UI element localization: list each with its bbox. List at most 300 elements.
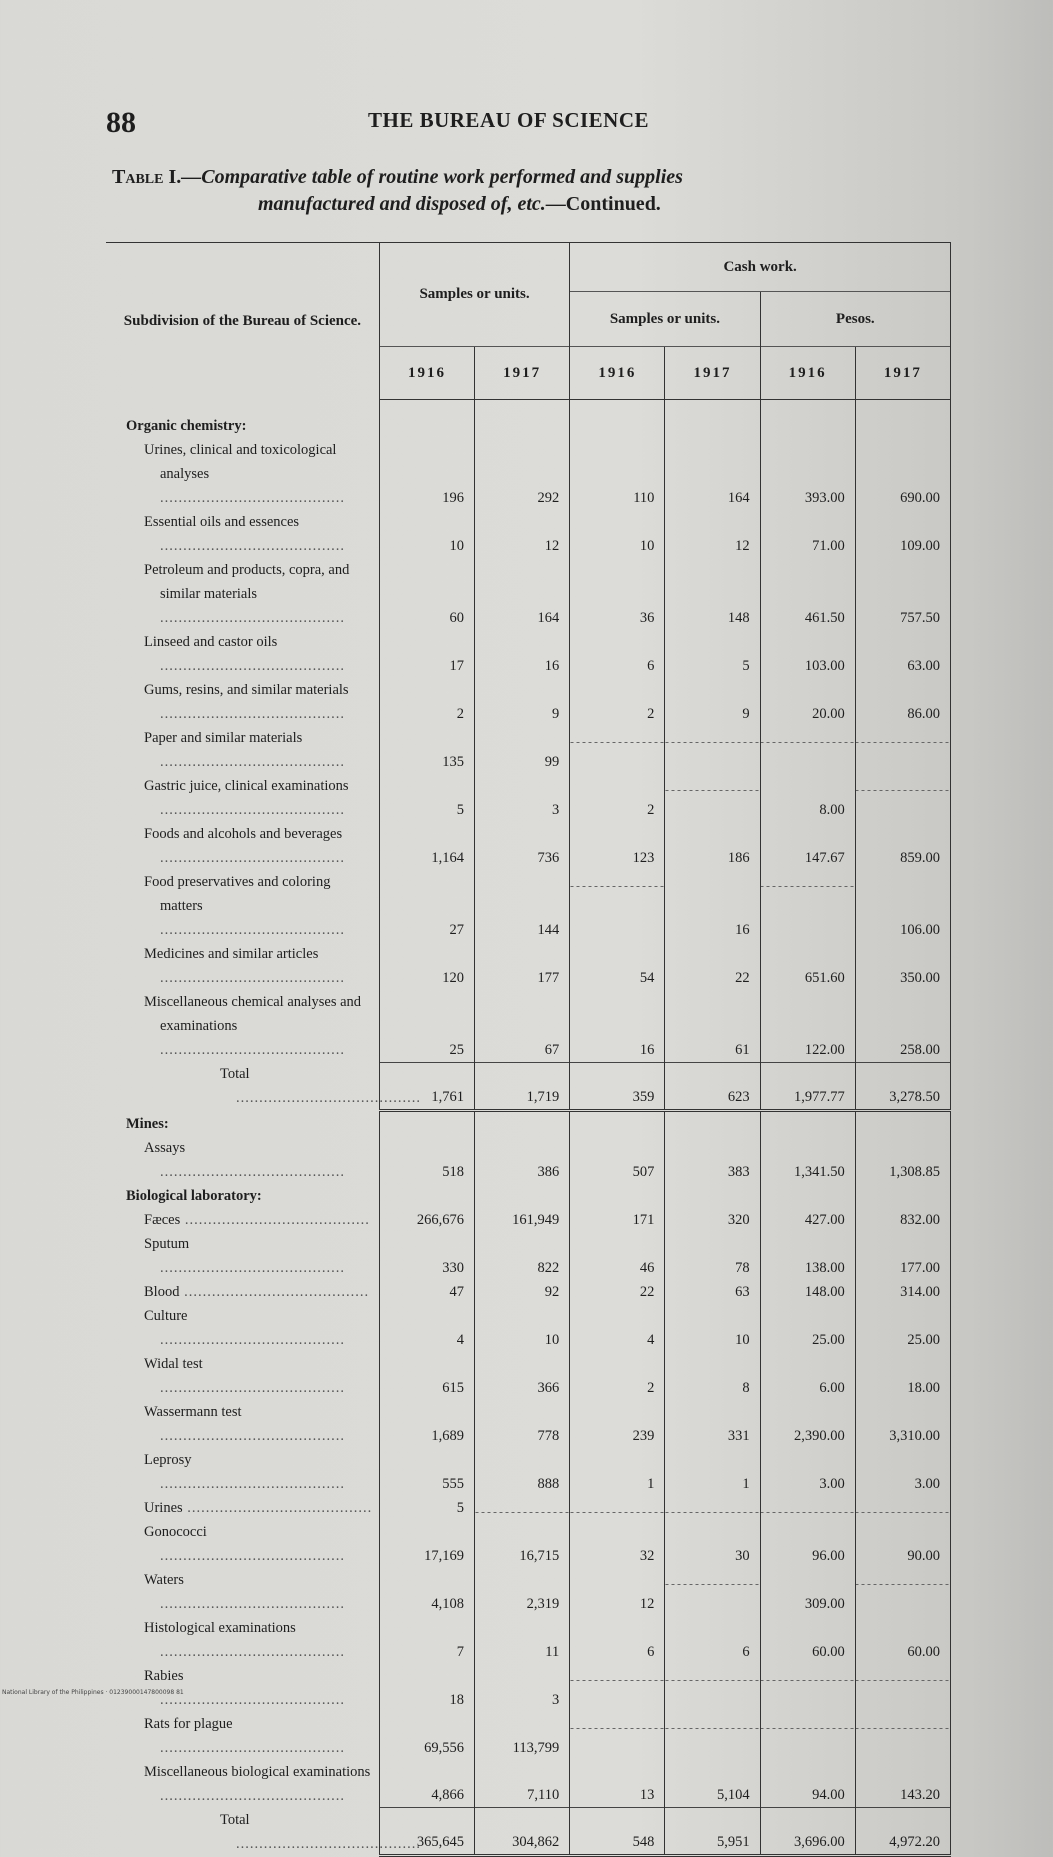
cell-value <box>760 414 855 438</box>
cell-value: 27 <box>379 870 474 942</box>
cell-value: 1,761 <box>379 1062 474 1110</box>
row-label <box>106 1664 379 1712</box>
table-row <box>106 1616 951 1664</box>
cell-value: 615 <box>379 1352 474 1400</box>
cell-value <box>570 870 665 942</box>
cell-value <box>855 1712 950 1760</box>
cell-value: 3 <box>475 1664 570 1712</box>
cell-value: 4,972.20 <box>855 1808 950 1856</box>
table-row <box>106 510 951 558</box>
row-label <box>106 1712 379 1760</box>
cell-value: 99 <box>475 726 570 774</box>
cell-value <box>665 414 760 438</box>
section-heading-row <box>106 1110 951 1136</box>
row-label-text: Petroleum and products, copra, and similar materials ..... <box>126 558 373 630</box>
cell-value: 2 <box>379 678 474 726</box>
cell-value: 1 <box>570 1448 665 1496</box>
cell-value: 86.00 <box>855 678 950 726</box>
cell-value: 9 <box>665 678 760 726</box>
cell-value <box>760 870 855 942</box>
cell-value: 25.00 <box>760 1304 855 1352</box>
cell-value <box>855 414 950 438</box>
cell-value: 4,108 <box>379 1568 474 1616</box>
cell-value: 7 <box>379 1616 474 1664</box>
row-label-text: Culture ..... <box>126 1304 373 1352</box>
cell-value: 67 <box>475 990 570 1062</box>
cell-value <box>760 400 855 415</box>
row-label <box>106 870 379 942</box>
row-label <box>106 1304 379 1352</box>
cell-value: 30 <box>665 1520 760 1568</box>
table-row <box>106 1760 951 1808</box>
cell-value: 54 <box>570 942 665 990</box>
cell-value <box>855 1664 950 1712</box>
cell-value: 63.00 <box>855 630 950 678</box>
header-year: 1917 <box>475 347 570 400</box>
table-row <box>106 1352 951 1400</box>
row-label <box>106 1448 379 1496</box>
cell-value <box>855 1110 950 1136</box>
footer-note: National Library of the Philippines · 01239000147800098 81 <box>2 1689 184 1696</box>
row-label-text: Linseed and castor oils ..... <box>126 630 373 678</box>
table-row <box>106 870 951 942</box>
row-label <box>106 400 379 415</box>
cell-value: 3,696.00 <box>760 1808 855 1856</box>
cell-value: 10 <box>665 1304 760 1352</box>
cell-value: 148.00 <box>760 1280 855 1304</box>
cell-value <box>379 1184 474 1208</box>
cell-value: 314.00 <box>855 1280 950 1304</box>
cell-value: 304,862 <box>475 1808 570 1856</box>
cell-value <box>665 400 760 415</box>
table-row <box>106 990 951 1062</box>
row-label-text: Total ..... <box>202 1062 373 1110</box>
cell-value: 177.00 <box>855 1232 950 1280</box>
cell-value: 113,799 <box>475 1712 570 1760</box>
caption-title-line1: —Comparative table of routine work performed and supplies <box>181 166 683 188</box>
cell-value: 736 <box>475 822 570 870</box>
cell-value: 147.67 <box>760 822 855 870</box>
cell-value: 148 <box>665 558 760 630</box>
cell-value: 1,164 <box>379 822 474 870</box>
page-number: 88 <box>106 106 136 139</box>
cell-value <box>665 1664 760 1712</box>
cell-value: 5,104 <box>665 1760 760 1808</box>
cell-value: 5,951 <box>665 1808 760 1856</box>
cell-value: 239 <box>570 1400 665 1448</box>
table-row <box>106 1280 951 1304</box>
cell-value <box>475 400 570 415</box>
cell-value: 12 <box>665 510 760 558</box>
row-label-text: Assays ..... <box>126 1136 373 1184</box>
cell-value: 266,676 <box>379 1208 474 1232</box>
cell-value: 12 <box>570 1568 665 1616</box>
row-label <box>106 1808 379 1856</box>
row-label <box>106 1136 379 1184</box>
cell-value: 778 <box>475 1400 570 1448</box>
row-label <box>106 1232 379 1280</box>
cell-value: 144 <box>475 870 570 942</box>
cell-value: 36 <box>570 558 665 630</box>
cell-value: 1,689 <box>379 1400 474 1448</box>
table-row <box>106 1136 951 1184</box>
section-heading-row <box>106 414 951 438</box>
row-label-text: Paper and similar materials ..... <box>126 726 373 774</box>
row-label-text: Medicines and similar articles ..... <box>126 942 373 990</box>
cell-value: 757.50 <box>855 558 950 630</box>
table-row <box>106 678 951 726</box>
cell-value <box>379 1110 474 1136</box>
cell-value <box>855 400 950 415</box>
cell-value <box>570 400 665 415</box>
table-row <box>106 1232 951 1280</box>
table-row <box>106 630 951 678</box>
cell-value: 1,341.50 <box>760 1136 855 1184</box>
cell-value: 292 <box>475 438 570 510</box>
cell-value <box>665 774 760 822</box>
cell-value: 1,308.85 <box>855 1136 950 1184</box>
row-label <box>106 1520 379 1568</box>
header-year: 1916 <box>379 347 474 400</box>
cell-value: 110 <box>570 438 665 510</box>
cell-value: 2,390.00 <box>760 1400 855 1448</box>
cell-value: 3,278.50 <box>855 1062 950 1110</box>
row-label <box>106 1760 379 1808</box>
cell-value: 164 <box>665 438 760 510</box>
table-row <box>106 1448 951 1496</box>
cell-value: 171 <box>570 1208 665 1232</box>
row-label <box>106 510 379 558</box>
cell-value: 518 <box>379 1136 474 1184</box>
header-year: 1916 <box>570 347 665 400</box>
cell-value: 386 <box>475 1136 570 1184</box>
cell-value <box>760 1664 855 1712</box>
cell-value: 3 <box>475 774 570 822</box>
row-label <box>106 1400 379 1448</box>
row-label-text: Gastric juice, clinical examinations ..... <box>126 774 373 822</box>
cell-value: 25 <box>379 990 474 1062</box>
header-year: 1917 <box>665 347 760 400</box>
row-label <box>106 942 379 990</box>
row-label-text: Blood ..... <box>126 1280 373 1304</box>
cell-value: 47 <box>379 1280 474 1304</box>
cell-value: 2,319 <box>475 1568 570 1616</box>
row-label <box>106 726 379 774</box>
table-row <box>106 1208 951 1232</box>
row-label-text: Food preservatives and coloring matters ..... <box>126 870 373 942</box>
cell-value <box>665 1568 760 1616</box>
cell-value: 309.00 <box>760 1568 855 1616</box>
cell-value: 331 <box>665 1400 760 1448</box>
cell-value: 69,556 <box>379 1712 474 1760</box>
caption-continued: —Continued. <box>545 193 661 215</box>
cell-value <box>475 1110 570 1136</box>
cell-value <box>570 1664 665 1712</box>
cell-value <box>379 414 474 438</box>
cell-value <box>760 1184 855 1208</box>
cell-value: 5 <box>665 630 760 678</box>
row-label <box>106 438 379 510</box>
cell-value: 106.00 <box>855 870 950 942</box>
cell-value: 6 <box>570 1616 665 1664</box>
row-label-text: Mines: <box>126 1115 169 1132</box>
table-row <box>106 774 951 822</box>
cell-value: 651.60 <box>760 942 855 990</box>
row-label-text: Waters ..... <box>126 1568 373 1616</box>
cell-value: 177 <box>475 942 570 990</box>
row-label <box>106 1352 379 1400</box>
table-row <box>106 1304 951 1352</box>
cell-value <box>855 1184 950 1208</box>
cell-value: 822 <box>475 1232 570 1280</box>
section-title <box>106 414 379 438</box>
cell-value <box>475 1496 570 1520</box>
cell-value <box>570 1184 665 1208</box>
cell-value: 96.00 <box>760 1520 855 1568</box>
row-label-text: Miscellaneous chemical analyses and examinations ..... <box>126 990 373 1062</box>
total-row <box>106 1808 951 1856</box>
cell-value <box>475 1184 570 1208</box>
cell-value: 9 <box>475 678 570 726</box>
row-label-text: Fæces ..... <box>126 1208 373 1232</box>
cell-value: 17 <box>379 630 474 678</box>
row-label-text: Gums, resins, and similar materials ..... <box>126 678 373 726</box>
cell-value: 90.00 <box>855 1520 950 1568</box>
cell-value <box>760 1496 855 1520</box>
cell-value: 22 <box>665 942 760 990</box>
cell-value <box>855 1568 950 1616</box>
cell-value: 20.00 <box>760 678 855 726</box>
row-label-text: Rabies ..... <box>126 1664 373 1712</box>
cell-value: 92 <box>475 1280 570 1304</box>
cell-value: 1 <box>665 1448 760 1496</box>
cell-value: 3.00 <box>855 1448 950 1496</box>
cell-value <box>475 414 570 438</box>
cell-value <box>760 1110 855 1136</box>
cell-value: 143.20 <box>855 1760 950 1808</box>
cell-value: 2 <box>570 1352 665 1400</box>
row-label-text: Gonococci ..... <box>126 1520 373 1568</box>
cell-value: 60 <box>379 558 474 630</box>
cell-value: 161,949 <box>475 1208 570 1232</box>
table-caption <box>112 164 962 218</box>
cell-value <box>760 726 855 774</box>
cell-value <box>570 1712 665 1760</box>
table-row <box>106 1496 951 1520</box>
row-label <box>106 1280 379 1304</box>
cell-value <box>570 1496 665 1520</box>
cell-value: 5 <box>379 774 474 822</box>
running-head: THE BUREAU OF SCIENCE <box>368 108 650 132</box>
row-label <box>106 822 379 870</box>
cell-value: 109.00 <box>855 510 950 558</box>
cell-value: 103.00 <box>760 630 855 678</box>
cell-value: 2 <box>570 774 665 822</box>
cell-value: 78 <box>665 1232 760 1280</box>
table-row <box>106 400 951 415</box>
cell-value: 555 <box>379 1448 474 1496</box>
cell-value: 1,719 <box>475 1062 570 1110</box>
cell-value <box>570 1110 665 1136</box>
cell-value: 186 <box>665 822 760 870</box>
cell-value: 16,715 <box>475 1520 570 1568</box>
cell-value: 623 <box>665 1062 760 1110</box>
cell-value: 366 <box>475 1352 570 1400</box>
table-row <box>106 438 951 510</box>
header-samples-or-units: Samples or units. <box>379 243 569 347</box>
cell-value: 258.00 <box>855 990 950 1062</box>
cell-value: 320 <box>665 1208 760 1232</box>
cell-value: 22 <box>570 1280 665 1304</box>
caption-label: Table I. <box>112 166 182 188</box>
cell-value: 3.00 <box>760 1448 855 1496</box>
row-label <box>106 1568 379 1616</box>
cell-value: 164 <box>475 558 570 630</box>
table-row <box>106 726 951 774</box>
cell-value: 8 <box>665 1352 760 1400</box>
cell-value: 94.00 <box>760 1760 855 1808</box>
row-label <box>106 1616 379 1664</box>
cell-value <box>855 1496 950 1520</box>
cell-value: 16 <box>475 630 570 678</box>
cell-value: 12 <box>475 510 570 558</box>
row-label-text: Rats for plague ..... <box>126 1712 373 1760</box>
total-row <box>106 1062 951 1110</box>
row-label-text: Histological examinations ..... <box>126 1616 373 1664</box>
cell-value <box>665 1110 760 1136</box>
caption-title-line2: manufactured and disposed of, etc. <box>258 193 546 215</box>
cell-value <box>570 726 665 774</box>
cell-value: 359 <box>570 1062 665 1110</box>
row-label <box>106 1208 379 1232</box>
row-label-text: Sputum ..... <box>126 1232 373 1280</box>
cell-value: 8.00 <box>760 774 855 822</box>
cell-value: 393.00 <box>760 438 855 510</box>
row-label-text: Total ..... <box>202 1808 373 1856</box>
cell-value: 16 <box>570 990 665 1062</box>
row-label <box>106 630 379 678</box>
cell-value <box>665 1712 760 1760</box>
cell-value: 4 <box>570 1304 665 1352</box>
cell-value: 5 <box>379 1496 474 1520</box>
table-row <box>106 1712 951 1760</box>
cell-value: 10 <box>570 510 665 558</box>
cell-value: 1,977.77 <box>760 1062 855 1110</box>
cell-value: 6 <box>570 630 665 678</box>
table-row <box>106 1520 951 1568</box>
row-label-text: Wassermann test ..... <box>126 1400 373 1448</box>
cell-value: 46 <box>570 1232 665 1280</box>
row-label <box>106 678 379 726</box>
row-label-text: Organic chemistry: <box>126 418 247 434</box>
cell-value: 383 <box>665 1136 760 1184</box>
cell-value: 122.00 <box>760 990 855 1062</box>
row-label-text: Biological laboratory: <box>126 1187 262 1204</box>
row-label <box>106 774 379 822</box>
section-heading-row <box>106 1184 951 1208</box>
table-row <box>106 1568 951 1616</box>
cell-value: 60.00 <box>855 1616 950 1664</box>
header-year: 1917 <box>855 347 950 400</box>
cell-value: 350.00 <box>855 942 950 990</box>
cell-value: 859.00 <box>855 822 950 870</box>
cell-value: 4,866 <box>379 1760 474 1808</box>
cell-value: 10 <box>475 1304 570 1352</box>
cell-value <box>379 400 474 415</box>
row-label <box>106 558 379 630</box>
cell-value <box>855 726 950 774</box>
cell-value: 330 <box>379 1232 474 1280</box>
data-table-wrapper <box>106 242 951 1857</box>
cell-value <box>855 774 950 822</box>
cell-value: 4 <box>379 1304 474 1352</box>
row-label-text: Miscellaneous biological examinations ..... <box>126 1760 373 1808</box>
cell-value: 461.50 <box>760 558 855 630</box>
header-subdivision: Subdivision of the Bureau of Science. <box>106 243 379 400</box>
table-row <box>106 822 951 870</box>
row-label-text: Foods and alcohols and beverages ..... <box>126 822 373 870</box>
cell-value: 196 <box>379 438 474 510</box>
row-label-text: Essential oils and essences ..... <box>126 510 373 558</box>
cell-value: 548 <box>570 1808 665 1856</box>
cell-value: 6 <box>665 1616 760 1664</box>
cell-value: 13 <box>570 1760 665 1808</box>
cell-value <box>665 726 760 774</box>
cell-value: 32 <box>570 1520 665 1568</box>
row-label-text: Leprosy ..... <box>126 1448 373 1496</box>
section-title <box>106 1184 379 1208</box>
table-row <box>106 942 951 990</box>
cell-value: 25.00 <box>855 1304 950 1352</box>
cell-value: 365,645 <box>379 1808 474 1856</box>
cell-value: 71.00 <box>760 510 855 558</box>
cell-value <box>760 1712 855 1760</box>
row-label <box>106 1062 379 1110</box>
cell-value: 427.00 <box>760 1208 855 1232</box>
table-row <box>106 558 951 630</box>
cell-value: 10 <box>379 510 474 558</box>
cell-value: 120 <box>379 942 474 990</box>
cell-value: 3,310.00 <box>855 1400 950 1448</box>
row-label-text: Urines ..... <box>126 1496 373 1520</box>
cell-value: 123 <box>570 822 665 870</box>
cell-value: 18 <box>379 1664 474 1712</box>
cell-value: 135 <box>379 726 474 774</box>
table-row <box>106 1664 951 1712</box>
row-label <box>106 990 379 1062</box>
cell-value: 17,169 <box>379 1520 474 1568</box>
table-row <box>106 1400 951 1448</box>
cell-value: 18.00 <box>855 1352 950 1400</box>
cell-value: 7,110 <box>475 1760 570 1808</box>
section-title <box>106 1110 379 1136</box>
cell-value: 63 <box>665 1280 760 1304</box>
cell-value: 61 <box>665 990 760 1062</box>
cell-value: 2 <box>570 678 665 726</box>
row-label-text: Widal test ..... <box>126 1352 373 1400</box>
cell-value: 11 <box>475 1616 570 1664</box>
cell-value: 832.00 <box>855 1208 950 1232</box>
header-pesos: Pesos. <box>760 292 950 347</box>
cell-value <box>570 414 665 438</box>
cell-value: 16 <box>665 870 760 942</box>
row-label <box>106 1496 379 1520</box>
row-label-text: Urines, clinical and toxicological analyses ..... <box>126 438 373 510</box>
cell-value: 60.00 <box>760 1616 855 1664</box>
header-year: 1916 <box>760 347 855 400</box>
cell-value: 888 <box>475 1448 570 1496</box>
cell-value: 6.00 <box>760 1352 855 1400</box>
